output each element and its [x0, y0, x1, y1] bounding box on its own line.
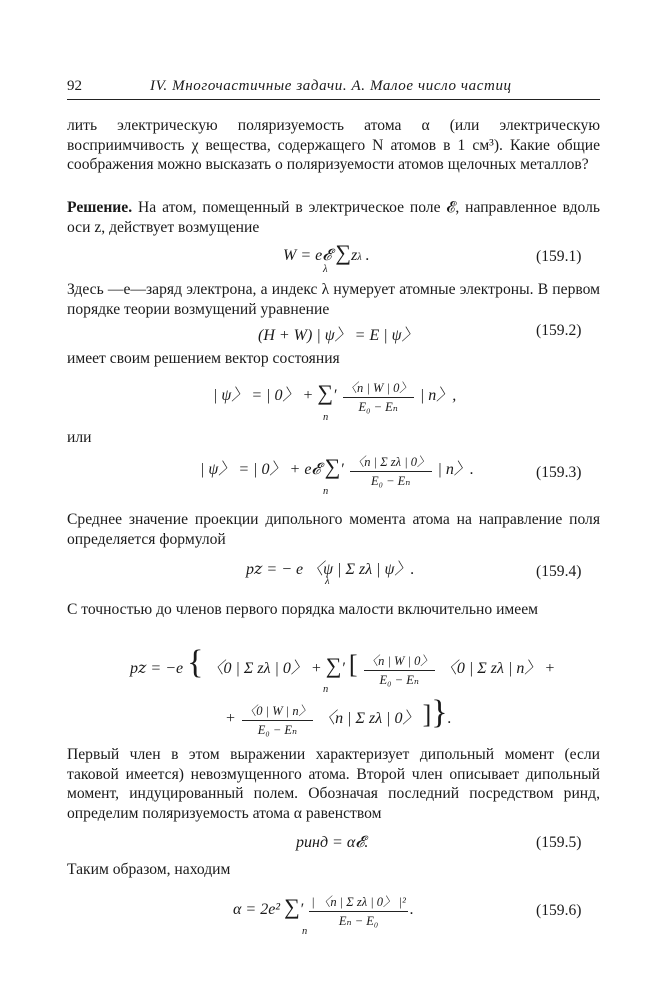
- sum-symbol: ∑: [324, 454, 341, 480]
- eq-state-lhs: | ψ〉 = | 0〉 +: [213, 387, 314, 405]
- eq-long1-denominator: E₀ − Eₙ: [379, 672, 419, 687]
- eq1-rhs: z: [351, 247, 358, 264]
- para-mean: [67, 510, 600, 549]
- para-thus-text: Таким образом, находим: [67, 861, 231, 878]
- eq5-label: (159.5): [536, 834, 582, 851]
- eq-long1-fraction: [364, 651, 435, 688]
- eq-state-fraction: [343, 378, 414, 415]
- problem-paragraph: лить электрическую поляризуемость атома α (или электрическую восприимчивость χ вещества, содержащего N атомов в 1 см³). Какие общие соображения можно высказать о поляризуемости атомов щелочных металлов?: [67, 117, 600, 173]
- equation-state-vector: | ψ〉 = | 0〉 + ∑′ $\frac{〈n | W | 0〉}{\text{E₀ − Eₙ}}$ | n〉,: [213, 378, 456, 415]
- header-rule: [67, 99, 600, 100]
- eq1-label: (159.1): [536, 248, 582, 265]
- problem-text: [67, 116, 600, 175]
- solution-label: Решение.: [67, 199, 133, 216]
- para-here: [67, 280, 600, 319]
- sum-symbol: ∑: [335, 240, 352, 265]
- para-first-term-text: Первый член в этом выражении характеризует дипольный момент (если таковой имеется) невозмущенного атома. Второй член описывает дипольный момент, индуцированный полем. Обозначая последний посредством pинд, определим поляризуемость атома α равенством: [67, 746, 600, 822]
- eq6-fraction: [309, 892, 408, 929]
- eq-long2-term-b: 〈n | Σ zλ | 0〉: [319, 710, 419, 727]
- eq3-denominator: E₀ − Eₙ: [370, 474, 411, 488]
- para-mean-text: Среднее значение проекции дипольного момента атома на направление поля определяется формулой: [67, 511, 600, 548]
- word-or-text: или: [67, 429, 92, 446]
- para-accuracy-text: С точностью до членов первого порядка малости включительно имеем: [67, 601, 538, 618]
- eq3-fraction: [350, 452, 432, 489]
- equation-159-5: pинд = α𝓔.: [296, 834, 369, 851]
- eq1-lhs: W = e𝓔: [283, 247, 332, 264]
- equation-159-6: α = 2e² ∑′ $\frac{\text{| 〈n | Σ zλ | 0〉 |²}}{\text{Eₙ − E₀}}$ .: [233, 892, 414, 929]
- eq3-numerator: 〈n | Σ zλ | 0〉: [350, 452, 432, 472]
- eq-long2-numerator: 〈0 | W | n〉: [242, 701, 313, 721]
- eq6-denominator: Eₙ − E₀: [338, 914, 379, 928]
- eq-state-sum-index: n: [323, 412, 329, 423]
- eq1-sub: λ: [357, 252, 362, 263]
- eq3-lhs: | ψ〉 = | 0〉 + e𝓔: [200, 461, 321, 479]
- equation-long-line-1: p𝑧 = −e { 〈0 | Σ zλ | 0〉 + ∑′ [ $\frac{〈n | W | 0〉}{\text{E₀ − Eₙ}}$ 〈0 | Σ zλ | n〉 +: [130, 644, 556, 687]
- eq6-label: (159.6): [536, 902, 582, 919]
- equation-159-3: | ψ〉 = | 0〉 + e𝓔 ∑′ $\frac{\text{〈n | Σ zλ | 0〉}}{\text{E₀ − Eₙ}}$ | n〉.: [200, 452, 474, 489]
- para-first-term: [67, 745, 600, 823]
- equation-159-1: W = e𝓔 ∑zλ .: [283, 240, 370, 265]
- eq-long1-term-b: 〈0 | Σ zλ | n〉 +: [440, 660, 556, 677]
- eq3-label: (159.3): [536, 464, 582, 481]
- running-title: IV. Многочастичные задачи. А. Малое число частиц: [150, 78, 512, 94]
- eq6-lhs: α = 2e²: [233, 901, 281, 919]
- word-or: [67, 428, 600, 448]
- eq-long2-denominator: E₀ − Eₙ: [257, 722, 298, 737]
- equation-159-4: p𝑧 = − e 〈ψ | Σ zλ | ψ〉.: [246, 561, 415, 578]
- eq2-label: (159.2): [536, 322, 582, 339]
- eq-long1-numerator: 〈n | W | 0〉: [364, 651, 435, 671]
- para-thus: [67, 860, 600, 880]
- para-has-solution: [67, 349, 600, 369]
- equation-159-2: (H + W) | ψ〉 = E | ψ〉: [258, 327, 418, 344]
- eq3-tail: | n〉.: [437, 461, 474, 479]
- para-has-solution-text: имеет своим решением вектор состояния: [67, 350, 340, 367]
- para-accuracy: [67, 600, 600, 620]
- equation-long-line-2: + $\frac{〈0 | W | n〉}{\text{E₀ − Eₙ}}$ 〈n | Σ zλ | 0〉 ]}.: [225, 694, 452, 737]
- right-brace: }: [431, 694, 448, 731]
- eq4-sum-index: λ: [325, 576, 330, 587]
- eq-state-numerator: 〈n | W | 0〉: [343, 378, 414, 398]
- sum-symbol: ∑: [317, 380, 334, 406]
- eq6-numerator: | 〈n | Σ zλ | 0〉 |²: [309, 892, 408, 912]
- sum-symbol: ∑: [325, 653, 342, 678]
- left-brace: {: [187, 644, 204, 681]
- solution-intro-text: На атом, помещенный в электрическое поле 𝓔, направленное вдоль оси z, действует возмущение: [67, 199, 600, 236]
- eq-long1-term-a: 〈0 | Σ zλ | 0〉 +: [207, 660, 322, 677]
- right-bracket: ]: [422, 700, 432, 729]
- eq-state-denominator: E₀ − Eₙ: [358, 400, 398, 414]
- para-here-text: Здесь —e—заряд электрона, а индекс λ нумерует атомные электроны. В первом порядке теории возмущений уравнение: [67, 281, 600, 318]
- sum-symbol: ∑: [284, 894, 300, 920]
- eq6-sum-index: n: [302, 926, 308, 937]
- left-bracket: [: [348, 650, 358, 679]
- solution-paragraph: [67, 198, 600, 237]
- eq-long2-fraction: [242, 701, 313, 738]
- solution-intro: [67, 198, 600, 237]
- eq-state-tail: | n〉,: [419, 387, 457, 405]
- eq1-sum-index: λ: [323, 264, 328, 275]
- eq-long1-sum-index: n: [323, 684, 329, 695]
- eq4-label: (159.4): [536, 563, 582, 580]
- page-number: 92: [67, 78, 82, 94]
- eq3-sum-index: n: [323, 486, 329, 497]
- eq-long1-lhs: p𝑧 = −e: [130, 660, 184, 677]
